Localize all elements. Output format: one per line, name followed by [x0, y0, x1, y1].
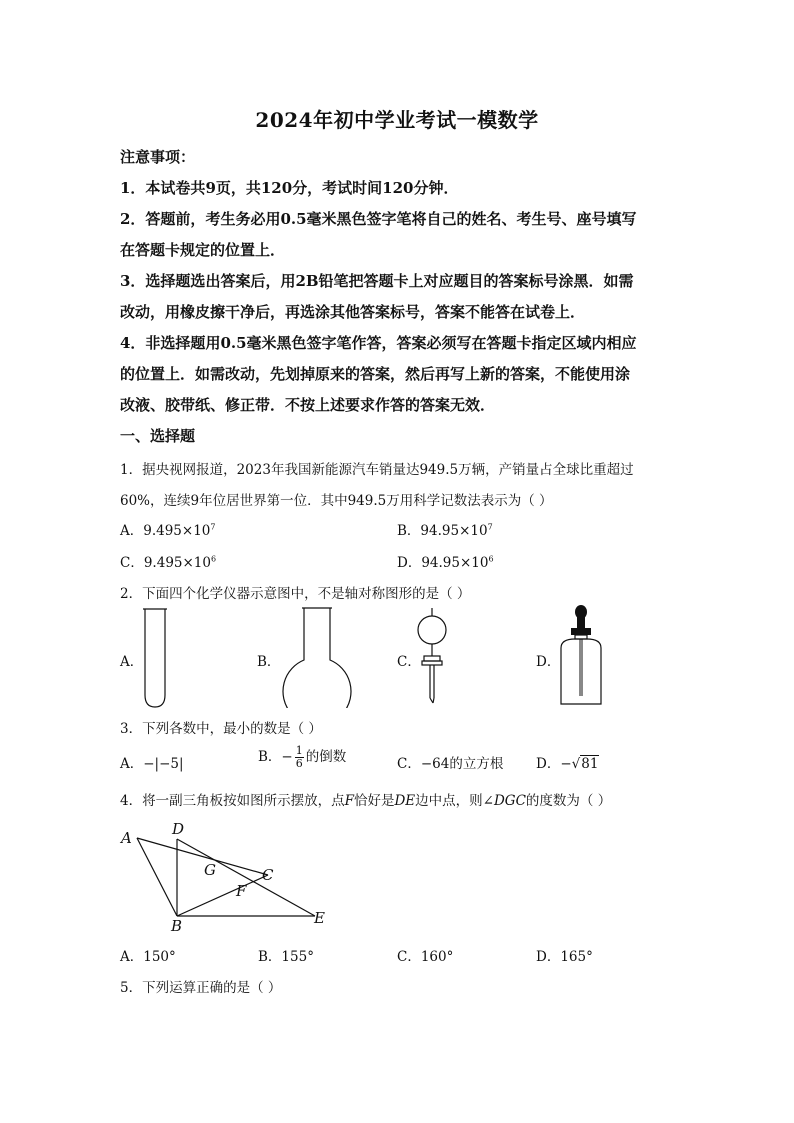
label-g: G — [204, 861, 216, 879]
minus-sign: − — [281, 749, 293, 765]
stem-text: 的度数为（ ） — [525, 793, 612, 809]
q2-option-c-label: C． — [397, 654, 421, 670]
label-d: D — [172, 820, 185, 838]
dropping-funnel-image — [412, 606, 452, 704]
point-f: F — [344, 793, 354, 809]
option-label: C． — [397, 756, 421, 772]
stem-text: 边中点，则 — [415, 793, 483, 809]
label-b: B — [171, 917, 183, 935]
label-c: C — [262, 866, 274, 884]
q4-option-d — [536, 945, 593, 965]
label-e: E — [314, 909, 325, 927]
q3-stem: 3．下列各数中，最小的数是（ ） — [120, 721, 322, 737]
notice-item-2-line-1: 2．答题前，考生务必用0.5毫米黑色签字笔将自己的姓名、考生号、座号填写 — [120, 210, 637, 228]
label-a: A — [121, 829, 132, 847]
triangle-figure — [115, 818, 335, 936]
test-tube-image — [140, 608, 170, 710]
notice-item-4-line-2: 的位置上．如需改动，先划掉原来的答案，然后再写上新的答案，不能使用涂 — [120, 365, 631, 383]
radical-sign: −√ — [560, 756, 581, 772]
option-value: 94.95×10 — [421, 555, 489, 571]
notice-item-2-line-2: 在答题卡规定的位置上． — [120, 241, 286, 259]
option-label: C． — [120, 555, 144, 571]
q2-option-b-label: B． — [257, 654, 281, 670]
exponent: 6 — [488, 554, 494, 564]
option-value: 94.95×10 — [420, 523, 488, 539]
notice-heading: 注意事项： — [120, 148, 196, 166]
option-label: D． — [397, 555, 422, 571]
section-heading: 一、选择题 — [120, 427, 196, 445]
option-label: C． — [397, 949, 421, 965]
fraction — [295, 745, 304, 770]
option-label: D． — [536, 756, 561, 772]
q1-option-b — [397, 519, 493, 539]
q5-stem: 5．下列运算正确的是（ ） — [120, 980, 282, 996]
option-value: 165° — [560, 949, 593, 965]
notice-item-4-line-1: 4．非选择题用0.5毫米黑色签字笔作答，答案必须写在答题卡指定区域内相应 — [120, 334, 637, 352]
page-title: 2024年初中学业考试一模数学 — [255, 108, 539, 132]
numerator: 1 — [295, 744, 303, 757]
q3-option-c — [397, 752, 503, 772]
q1-option-d — [397, 551, 494, 571]
q1-stem-line-2: 60%，连续9年位居世界第一位．其中949.5万用科学记数法表示为（ ） — [120, 493, 553, 509]
q2-option-d-label: D． — [536, 654, 561, 670]
segment-de: DE — [394, 793, 416, 809]
angle-dgc: ∠DGC — [482, 793, 526, 809]
exponent: 7 — [487, 522, 493, 532]
notice-item-4-line-3: 改液、胶带纸、修正带．不按上述要求作答的答案无效． — [120, 396, 496, 414]
q4-option-c — [397, 945, 453, 965]
option-value: −64 — [420, 756, 450, 772]
q4-option-b — [258, 945, 314, 965]
option-label: B． — [258, 949, 282, 965]
flask-image — [278, 606, 356, 708]
q2-option-a-label: A． — [120, 654, 144, 670]
stem-text: 4．将一副三角板按如图所示摆放，点 — [120, 793, 345, 809]
notice-item-1: 1．本试卷共9页，共120分，考试时间120分钟． — [120, 179, 459, 197]
q1-stem-line-1: 1．据央视网报道，2023年我国新能源汽车销量达949.5万辆，产销量占全球比重超过 — [120, 462, 634, 478]
option-value: 9.495×10 — [143, 523, 211, 539]
radicand: 81 — [581, 756, 599, 772]
q3-option-d — [536, 752, 599, 772]
option-value: 155° — [281, 949, 314, 965]
option-label: D． — [536, 949, 561, 965]
option-label: A． — [120, 949, 144, 965]
option-tail: 的立方根 — [449, 756, 504, 772]
notice-item-3-line-2: 改动，用橡皮擦干净后，再选涂其他答案标号，答案不能答在试卷上． — [120, 303, 586, 321]
option-value: −|−5| — [143, 756, 184, 772]
option-value: 9.495×10 — [143, 555, 211, 571]
q4-option-a — [120, 945, 176, 965]
label-f: F — [236, 882, 247, 900]
q3-option-a — [120, 752, 184, 772]
option-label: B． — [258, 749, 282, 765]
notice-item-3-line-1: 3．选择题选出答案后，用2B铅笔把答题卡上对应题目的答案标号涂黑．如需 — [120, 272, 634, 290]
option-label: A． — [120, 523, 144, 539]
denominator: 6 — [295, 757, 303, 770]
option-label: B． — [397, 523, 421, 539]
dropper-bottle-image — [555, 604, 607, 710]
q4-stem — [120, 789, 611, 809]
exponent: 6 — [210, 554, 217, 564]
option-tail: 的倒数 — [305, 749, 347, 765]
option-value: 150° — [143, 949, 176, 965]
q1-option-c — [120, 551, 216, 571]
q3-option-b — [258, 745, 346, 770]
exponent: 7 — [210, 522, 216, 532]
stem-text: 恰好是 — [353, 793, 395, 809]
q2-stem: 2．下面四个化学仪器示意图中，不是轴对称图形的是（ ） — [120, 586, 471, 602]
q1-option-a — [120, 519, 215, 539]
option-label: A． — [120, 756, 144, 772]
option-value: 160° — [420, 949, 454, 965]
